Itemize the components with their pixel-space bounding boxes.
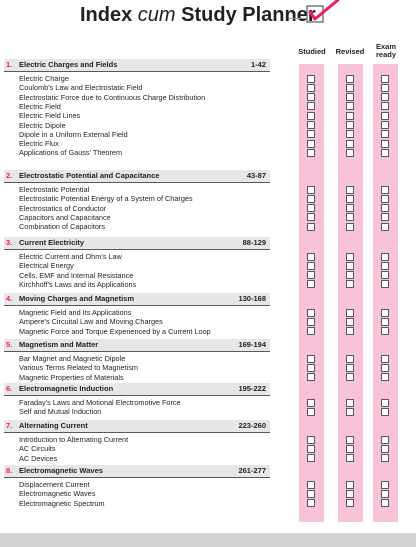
exam-ready-checkbox[interactable] xyxy=(381,399,389,407)
section-title: Electric Charges and Fields xyxy=(19,60,118,69)
revised-checkbox[interactable] xyxy=(346,445,354,453)
revised-checkbox[interactable] xyxy=(346,75,354,83)
revised-checkbox[interactable] xyxy=(346,280,354,288)
revised-checkbox[interactable] xyxy=(346,355,354,363)
topic-item: Electric Flux xyxy=(19,139,59,149)
revised-checkbox[interactable] xyxy=(346,373,354,381)
section-pages: 223-260 xyxy=(238,421,266,430)
revised-checkbox[interactable] xyxy=(346,253,354,261)
studied-checkbox[interactable] xyxy=(307,399,315,407)
page-title xyxy=(80,4,316,27)
studied-checkbox[interactable] xyxy=(307,318,315,326)
revised-checkbox[interactable] xyxy=(346,223,354,231)
studied-checkbox[interactable] xyxy=(307,149,315,157)
revised-checkbox[interactable] xyxy=(346,490,354,498)
exam-ready-checkbox[interactable] xyxy=(381,84,389,92)
topic-item: Kirchhoff's Laws and its Applications xyxy=(19,279,137,289)
section-number: 3. xyxy=(6,238,13,247)
exam-ready-checkbox[interactable] xyxy=(381,213,389,221)
section-header xyxy=(4,339,270,352)
section-title: Magnetism and Matter xyxy=(19,340,99,349)
exam-ready-checkbox[interactable] xyxy=(381,280,389,288)
title-part1: Index xyxy=(80,4,138,26)
topic-item: Dipole in a Uniform External Field xyxy=(19,129,128,139)
revised-checkbox[interactable] xyxy=(346,84,354,92)
exam-ready-checkbox[interactable] xyxy=(381,271,389,279)
exam-ready-checkbox[interactable] xyxy=(381,253,389,261)
topic-item: Faraday's Laws and Motional Electromotive Force xyxy=(19,398,181,407)
section-pages: 195-222 xyxy=(238,384,266,393)
section-header xyxy=(4,59,270,72)
exam-ready-checkbox[interactable] xyxy=(381,223,389,231)
studied-checkbox[interactable] xyxy=(307,75,315,83)
exam-ready-checkbox[interactable] xyxy=(381,499,389,507)
section-header xyxy=(4,420,270,433)
revised-checkbox[interactable] xyxy=(346,271,354,279)
exam-ready-checkbox[interactable] xyxy=(381,445,389,453)
studied-checkbox[interactable] xyxy=(307,355,315,363)
column-exam-ready xyxy=(368,43,404,59)
studied-checkbox[interactable] xyxy=(307,223,315,231)
section-number: 6. xyxy=(6,384,13,393)
topic-item: Cells, EMF and Internal Resistance xyxy=(19,270,134,280)
topic-item: Introduction to Alternating Current xyxy=(19,435,129,444)
topic-item: Various Terms Related to Magnetism xyxy=(19,363,138,373)
topic-item: Combination of Capacitors xyxy=(19,222,105,232)
exam-ready-checkbox[interactable] xyxy=(381,262,389,270)
studied-checkbox[interactable] xyxy=(307,121,315,129)
revised-checkbox[interactable] xyxy=(346,364,354,372)
topic-item: Displacement Current xyxy=(19,480,90,489)
studied-checkbox[interactable] xyxy=(307,93,315,101)
section-pages: 1-42 xyxy=(250,60,266,69)
revised-checkbox[interactable] xyxy=(346,454,354,462)
topic-item: Magnetic Force and Torque Experienced by a Current Loop xyxy=(19,326,211,336)
topic-item: AC Circuits xyxy=(19,444,56,454)
exam-ready-checkbox[interactable] xyxy=(381,318,389,326)
topic-item: Electrostatic Potential xyxy=(19,185,90,194)
exam-ready-checkbox[interactable] xyxy=(381,140,389,148)
section-pages: 88-129 xyxy=(242,238,266,247)
revised-checkbox[interactable] xyxy=(346,112,354,120)
section-pages: 169-194 xyxy=(238,340,266,349)
column-revised: Revised xyxy=(335,47,365,56)
column-studied: Studied xyxy=(298,47,326,56)
studied-checkbox[interactable] xyxy=(307,102,315,110)
exam-ready-checkbox[interactable] xyxy=(381,112,389,120)
exam-ready-checkbox[interactable] xyxy=(381,121,389,129)
studied-checkbox[interactable] xyxy=(307,271,315,279)
revised-checkbox[interactable] xyxy=(346,195,354,203)
revised-checkbox[interactable] xyxy=(346,481,354,489)
exam-ready-checkbox[interactable] xyxy=(381,454,389,462)
topic-item: Electric Dipole xyxy=(19,120,66,130)
section-header xyxy=(4,170,270,183)
revised-checkbox[interactable] xyxy=(346,499,354,507)
revised-checkbox[interactable] xyxy=(346,93,354,101)
section-title: Current Electricity xyxy=(19,238,85,247)
studied-checkbox[interactable] xyxy=(307,213,315,221)
topic-item: Applications of Gauss' Theorem xyxy=(19,148,123,158)
exam-ready-checkbox[interactable] xyxy=(381,436,389,444)
exam-ready-checkbox[interactable] xyxy=(381,355,389,363)
checkmark-icon xyxy=(305,0,341,24)
section-header xyxy=(4,465,270,478)
studied-checkbox[interactable] xyxy=(307,195,315,203)
studied-checkbox[interactable] xyxy=(307,454,315,462)
topic-item: Electrical Energy xyxy=(19,261,74,271)
section-header xyxy=(4,293,270,306)
topic-item: Capacitors and Capacitance xyxy=(19,212,111,222)
section-title: Electromagnetic Induction xyxy=(19,384,114,393)
studied-checkbox[interactable] xyxy=(307,436,315,444)
topic-item: Self and Mutual Induction xyxy=(19,407,102,417)
topic-item: Electric Field Lines xyxy=(19,111,81,121)
revised-checkbox[interactable] xyxy=(346,121,354,129)
exam-ready-checkbox[interactable] xyxy=(381,75,389,83)
topic-item: Bar Magnet and Magnetic Dipole xyxy=(19,354,126,363)
exam-ready-checkbox[interactable] xyxy=(381,373,389,381)
revised-checkbox[interactable] xyxy=(346,436,354,444)
column-exam-ready-line2: ready xyxy=(375,50,396,59)
studied-checkbox[interactable] xyxy=(307,373,315,381)
studied-checkbox[interactable] xyxy=(307,112,315,120)
section-header xyxy=(4,383,270,396)
section-number: 1. xyxy=(6,60,13,69)
exam-ready-checkbox[interactable] xyxy=(381,130,389,138)
studied-checkbox[interactable] xyxy=(307,262,315,270)
studied-checkbox[interactable] xyxy=(307,408,315,416)
revised-checkbox[interactable] xyxy=(346,318,354,326)
exam-ready-checkbox[interactable] xyxy=(381,195,389,203)
studied-checkbox[interactable] xyxy=(307,140,315,148)
studied-checkbox[interactable] xyxy=(307,490,315,498)
section-pages: 261-277 xyxy=(238,466,266,475)
studied-checkbox[interactable] xyxy=(307,481,315,489)
exam-ready-checkbox[interactable] xyxy=(381,309,389,317)
topic-item: Electric Field xyxy=(19,101,61,111)
topic-item: Electrostatic Force due to Continuous Charge Distribution xyxy=(19,92,206,102)
revised-checkbox[interactable] xyxy=(346,140,354,148)
exam-ready-checkbox[interactable] xyxy=(381,204,389,212)
section-number: 4. xyxy=(6,294,13,303)
topic-item: Electromagnetic Spectrum xyxy=(19,498,105,508)
studied-checkbox[interactable] xyxy=(307,130,315,138)
revised-checkbox[interactable] xyxy=(346,130,354,138)
studied-checkbox[interactable] xyxy=(307,280,315,288)
studied-checkbox[interactable] xyxy=(307,186,315,194)
topic-item: Coulomb's Law and Electrostatic Field xyxy=(19,83,143,93)
revised-checkbox[interactable] xyxy=(346,213,354,221)
column-exam-ready-line1: Exam xyxy=(375,42,396,51)
exam-ready-checkbox[interactable] xyxy=(381,93,389,101)
studied-checkbox[interactable] xyxy=(307,445,315,453)
section-header xyxy=(4,237,270,250)
topic-item: Electromagnetic Waves xyxy=(19,489,96,499)
studied-checkbox[interactable] xyxy=(307,364,315,372)
footer-bar xyxy=(0,533,416,547)
revised-checkbox[interactable] xyxy=(346,327,354,335)
revised-checkbox[interactable] xyxy=(346,149,354,157)
topic-item: Electric Current and Ohm's Law xyxy=(19,252,122,261)
studied-checkbox[interactable] xyxy=(307,499,315,507)
section-number: 2. xyxy=(6,171,13,180)
exam-ready-checkbox[interactable] xyxy=(381,186,389,194)
section-pages: 130-168 xyxy=(238,294,266,303)
topic-item: Magnetic Properties of Materials xyxy=(19,372,124,382)
revised-checkbox[interactable] xyxy=(346,408,354,416)
revised-checkbox[interactable] xyxy=(346,102,354,110)
topic-item: Magnetic Field and Its Applications xyxy=(19,308,132,317)
topic-item: Electrostatic Potential Energy of a System of Charges xyxy=(19,194,193,204)
section-title: Electrostatic Potential and Capacitance xyxy=(19,171,160,180)
exam-ready-checkbox[interactable] xyxy=(381,102,389,110)
topic-item: Ampere's Circuital Law and Moving Charges xyxy=(19,317,163,327)
section-number: 8. xyxy=(6,466,13,475)
studied-checkbox[interactable] xyxy=(307,327,315,335)
revised-checkbox[interactable] xyxy=(346,186,354,194)
section-number: 7. xyxy=(6,421,13,430)
exam-ready-checkbox[interactable] xyxy=(381,408,389,416)
studied-checkbox[interactable] xyxy=(307,84,315,92)
topic-item: Electrostatics of Conductor xyxy=(19,203,107,213)
revised-checkbox[interactable] xyxy=(346,309,354,317)
title-cum: cum xyxy=(137,4,176,26)
studied-checkbox[interactable] xyxy=(307,204,315,212)
revised-checkbox[interactable] xyxy=(346,262,354,270)
section-number: 5. xyxy=(6,340,13,349)
title-part2: Study Planner xyxy=(175,4,316,26)
exam-ready-checkbox[interactable] xyxy=(381,327,389,335)
exam-ready-checkbox[interactable] xyxy=(381,149,389,157)
exam-ready-checkbox[interactable] xyxy=(381,490,389,498)
section-title: Alternating Current xyxy=(19,421,88,430)
revised-checkbox[interactable] xyxy=(346,204,354,212)
studied-checkbox[interactable] xyxy=(307,309,315,317)
section-title: Electromagnetic Waves xyxy=(19,466,103,475)
exam-ready-checkbox[interactable] xyxy=(381,481,389,489)
exam-ready-checkbox[interactable] xyxy=(381,364,389,372)
topic-item: AC Devices xyxy=(19,453,58,463)
topic-item: Electric Charge xyxy=(19,74,69,83)
section-title: Moving Charges and Magnetism xyxy=(19,294,135,303)
revised-checkbox[interactable] xyxy=(346,399,354,407)
studied-checkbox[interactable] xyxy=(307,253,315,261)
section-pages: 43-87 xyxy=(246,171,266,180)
